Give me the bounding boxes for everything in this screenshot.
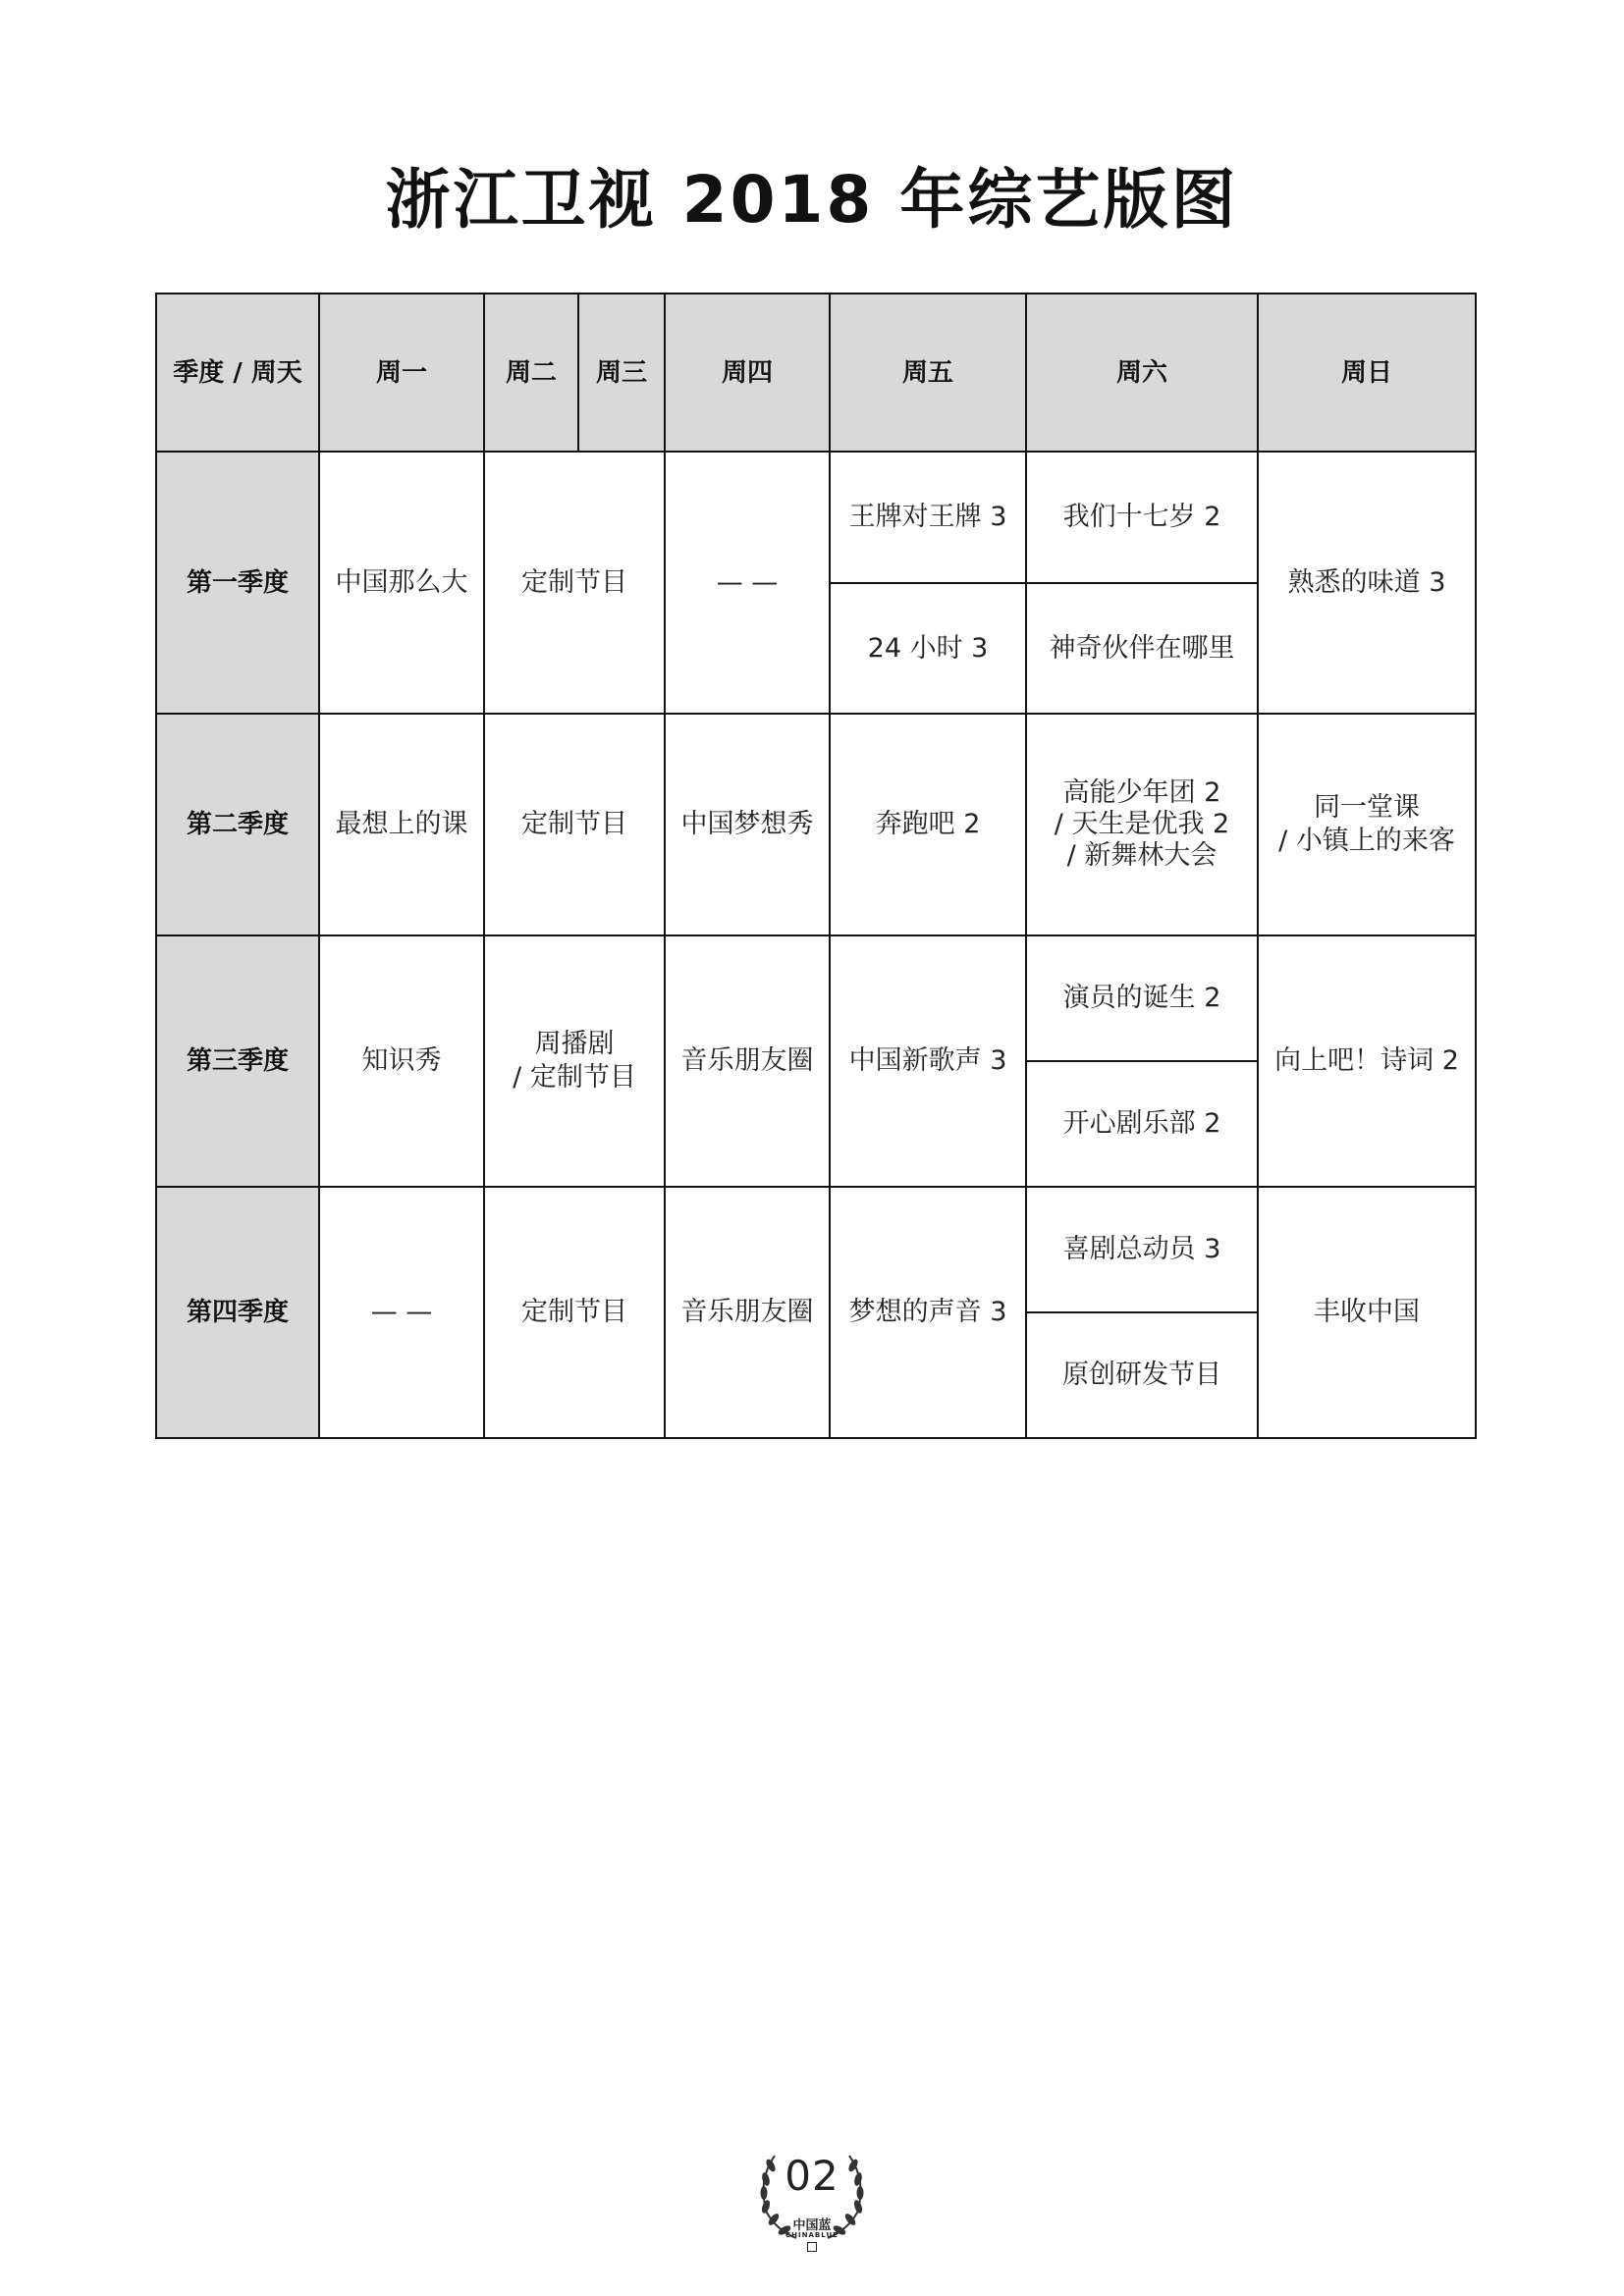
season-label-q2: 第二季度: [186, 810, 289, 839]
q2-sunday-line: 同一堂课: [1314, 792, 1420, 823]
header-corner: 季度 / 周天: [173, 358, 302, 388]
q1-saturday-b: 神奇伙伴在哪里: [1049, 632, 1235, 664]
q3-tue-wed-line: / 定制节目: [513, 1062, 636, 1093]
q3-thursday: 音乐朋友圈: [680, 1045, 814, 1076]
q1-sunday: 熟悉的味道 3: [1287, 566, 1446, 598]
q4-saturday-a: 喜剧总动员 3: [1062, 1234, 1221, 1264]
header-wednesday: 周三: [595, 358, 647, 388]
brand-logo-subtext: CHINABLUE: [785, 2231, 839, 2239]
q2-saturday-line: / 天生是优我 2: [1054, 809, 1230, 839]
q3-tue-wed: [485, 936, 664, 1186]
q2-sunday-line: / 小镇上的来客: [1278, 826, 1455, 856]
variety-schedule-table: [155, 293, 1477, 1439]
q4-friday: 梦想的声音 3: [848, 1297, 1007, 1327]
q4-monday: — —: [370, 1297, 433, 1327]
header-friday: 周五: [901, 358, 953, 388]
q1-friday-b: 24 小时 3: [867, 632, 989, 664]
q3-saturday-a: 演员的诞生 2: [1062, 983, 1221, 1013]
q3-tue-wed-line: 周播剧: [534, 1029, 615, 1059]
q2-monday: 最想上的课: [335, 809, 468, 839]
q3-sunday: 向上吧！诗词 2: [1274, 1045, 1459, 1076]
header-thursday: 周四: [721, 358, 773, 388]
q4-saturday-b: 原创研发节目: [1062, 1360, 1221, 1390]
brand-mark-icon: [807, 2242, 817, 2252]
q2-sunday: [1259, 715, 1475, 934]
q4-tue-wed: 定制节目: [521, 1297, 627, 1327]
q1-tue-wed: 定制节目: [521, 566, 627, 598]
q1-thursday: — —: [716, 566, 779, 598]
brand-logo-text: 中国蓝: [792, 2218, 832, 2233]
q2-friday: 奔跑吧 2: [875, 809, 981, 839]
q4-thursday: 音乐朋友圈: [680, 1297, 814, 1327]
page-title: 浙江卫视 2018 年综艺版图: [385, 162, 1239, 238]
q2-saturday: [1027, 715, 1257, 934]
header-saturday: 周六: [1115, 358, 1167, 388]
q3-friday: 中国新歌声 3: [848, 1045, 1007, 1076]
q2-saturday-line: 高能少年团 2: [1062, 777, 1221, 808]
q4-sunday: 丰收中国: [1314, 1297, 1420, 1327]
season-label-q1: 第一季度: [186, 567, 289, 598]
header-monday: 周一: [375, 358, 427, 388]
q2-saturday-line: / 新舞林大会: [1066, 840, 1218, 871]
q2-tue-wed: 定制节目: [521, 809, 627, 839]
header-sunday: 周日: [1340, 358, 1392, 388]
q3-monday: 知识秀: [361, 1045, 442, 1076]
page-number: 02: [785, 2152, 839, 2200]
season-label-q3: 第三季度: [186, 1046, 289, 1076]
q1-monday: 中国那么大: [335, 566, 468, 598]
page-footer: [733, 2136, 891, 2254]
header-tuesday: 周二: [505, 358, 557, 388]
q3-saturday-b: 开心剧乐部 2: [1062, 1108, 1221, 1139]
q1-saturday-a: 我们十七岁 2: [1062, 502, 1221, 532]
season-label-q4: 第四季度: [186, 1298, 289, 1327]
q2-thursday: 中国梦想秀: [680, 809, 814, 839]
q1-friday-a: 王牌对王牌 3: [848, 502, 1007, 532]
